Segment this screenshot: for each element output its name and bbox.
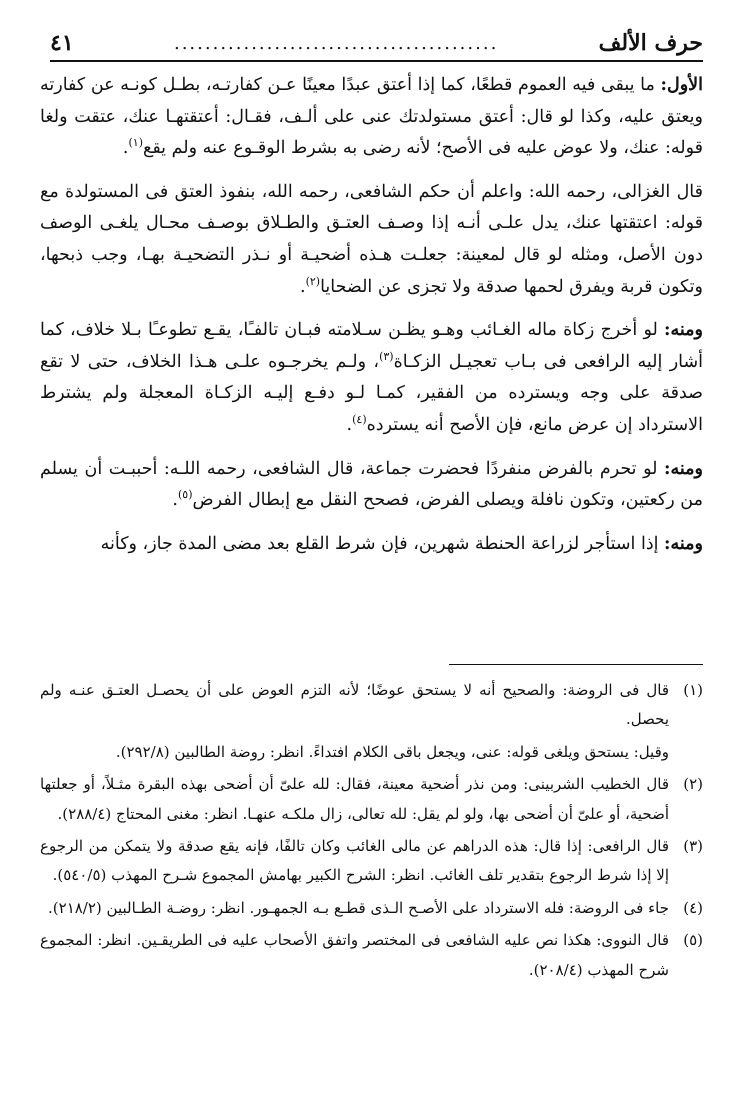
paragraph-tail: . bbox=[299, 276, 306, 297]
chapter-title: حرف الألف bbox=[598, 30, 703, 56]
footnote-4 bbox=[40, 894, 703, 923]
paragraph-zakat bbox=[40, 315, 703, 441]
footnote-ref[interactable]: (٣) bbox=[379, 349, 394, 363]
footnote-text: قال فى الروضة: والصحيح أنه لا يستحق عوضًا؛ لأنه التزم العوض على أن يحصـل العتـق عنـه ولم يحصل. bbox=[40, 681, 669, 729]
footnote-1 bbox=[40, 676, 703, 735]
paragraph-tail: ، ولـم يخرجـوه علـى هـذا الخلاف، حتى لا تقع صدقة على وجه ويسترده من الفقير، كمـا لـو دفـع إليـه الزكـاة المعجلة ولم يشترط الاسترداد إن عرض مانع، فإن الأصح أنه يسترده bbox=[40, 351, 703, 435]
footnote-text: قال الخطيب الشربينى: ومن نذر أضحية معينة، فقال: لله علىّ أن أضحى بهذه البقرة مثـلاً، أو جعلتها أضحية، أو علىّ أن أضحى بها، ولو لم يقل: لله تعالى، زال ملكـه عنهـا. انظر: مغنى المحتاج (٢٨٨/٤). bbox=[40, 775, 669, 823]
paragraph-lead: ومنه: bbox=[664, 458, 703, 479]
paragraph-prayer bbox=[40, 454, 703, 517]
footnote-text: وقيل: يستحق ويلغى قوله: عنى، ويجعل باقى الكلام افتداءً. انظر: روضة الطالبين (٢٩٢/٨). bbox=[115, 742, 669, 761]
paragraph-tail: . bbox=[172, 490, 178, 511]
footnote-number: (٥) bbox=[683, 931, 703, 950]
paragraph-lease bbox=[40, 529, 703, 561]
page-header bbox=[50, 24, 703, 62]
footnote-text: قال الرافعى: إذا قال: هذه الدراهم عن مالى الغائب وكان تالفًا، فإنه يقع صدقة ولا يتمكن من الرجوع إلا إذا شرط الرجوع بتقدير تلف الغائب. انظر: الشرح الكبير بهامش المجموع شـرح المهذب (٥٤٠/٥). bbox=[40, 837, 669, 885]
footnote-text: جاء فى الروضة: فله الاسترداد على الأصـح الـذى قطـع بـه الجمهـور. انظر: روضـة الطـالبين (٢١٨/٢). bbox=[48, 898, 669, 917]
paragraph-tail: . bbox=[346, 414, 353, 435]
paragraph-lead: ومنه: bbox=[664, 320, 703, 341]
paragraph-text: قال الغزالى، رحمه الله: واعلم أن حكم الشافعى، رحمه الله، بنفوذ العتق فى المستولدة مع قوله: اعتقتها عنك، يدل علـى أنـه إذا وصـف العتـق والطـلاق بوصـف محـال يلغـى الوصف دون الأصل، ومثله لو قال لمعينة: جعلـت هـذه أضحيـة أو نـذر التضحيـة بهـا، وجب ذبحها، وتكون قربة ويفرق لحمها صدقة ولا تجزى عن الضحايا bbox=[40, 181, 703, 297]
paragraph-lead: ومنه: bbox=[664, 533, 703, 554]
paragraph-text: إذا استأجر لزراعة الحنطة شهرين، فإن شرط القلع بعد مضى المدة جاز، وكأنه bbox=[100, 533, 665, 554]
footnote-number: (٤) bbox=[683, 898, 703, 917]
paragraph-first bbox=[40, 70, 703, 165]
page-number: ٤١ bbox=[50, 30, 74, 56]
paragraph-tail: . bbox=[122, 138, 129, 159]
main-text bbox=[40, 70, 703, 572]
paragraph-text: لو أخرج زكاة ماله الغـائب وهـو يظـن سـلامته فبـان تالفـًا، يقـع تطوعـًا بـلا خلاف، كما أشار إليه الرافعى فى بـاب تعجيـل الزكـاة bbox=[40, 320, 704, 372]
footnote-1-continued bbox=[40, 738, 703, 767]
footnote-5 bbox=[40, 926, 703, 985]
footnote-text: قال النووى: هكذا نص عليه الشافعى فى المختصر واتفق الأصحاب عليه فى الطريقـين. انظر: المجموع شرح المهذب (٢٠٨/٤). bbox=[40, 931, 669, 979]
footnote-ref[interactable]: (٥) bbox=[178, 488, 193, 502]
footnotes bbox=[40, 676, 703, 988]
paragraph-text: ما يبقى فيه العموم قطعًا، كما إذا أعتق عبدًا معينًا عـن كفارتـه، بطـل كونـه عن كفارته ويعتق عليه، وكذا لو قال: أعتق مستولدتك عنى على ألـف، فقـال: أعتقتهـا عنك، عتقت ولغا قوله: عنك، ولا عوض عليه فى الأصح؛ لأنه رضى به بشرط الوقـوع عنه ولم يقع bbox=[40, 75, 703, 159]
footnote-ref[interactable]: (٤) bbox=[352, 413, 367, 427]
paragraph-text: لو تحرم بالفرض منفردًا فحضرت جماعة، قال الشافعى، رحمه اللـه: أحببـت أن يسلم من ركعتين، وتكون نافلة ويصلى الفرض، فصحح النقل مع إبطال الفرض bbox=[40, 458, 703, 511]
footnote-separator bbox=[449, 664, 703, 665]
paragraph-lead: الأول: bbox=[660, 75, 703, 95]
footnote-number: (٢) bbox=[683, 775, 703, 794]
footnote-number: (٣) bbox=[683, 837, 703, 856]
footnote-number: (١) bbox=[683, 681, 703, 699]
footnote-ref[interactable]: (١) bbox=[128, 136, 144, 150]
header-leader-dots: .......................................... bbox=[173, 33, 499, 54]
footnote-ref[interactable]: (٢) bbox=[305, 274, 321, 288]
footnote-2 bbox=[40, 770, 703, 829]
footnote-3 bbox=[40, 832, 703, 891]
paragraph-ghazali bbox=[40, 177, 703, 303]
